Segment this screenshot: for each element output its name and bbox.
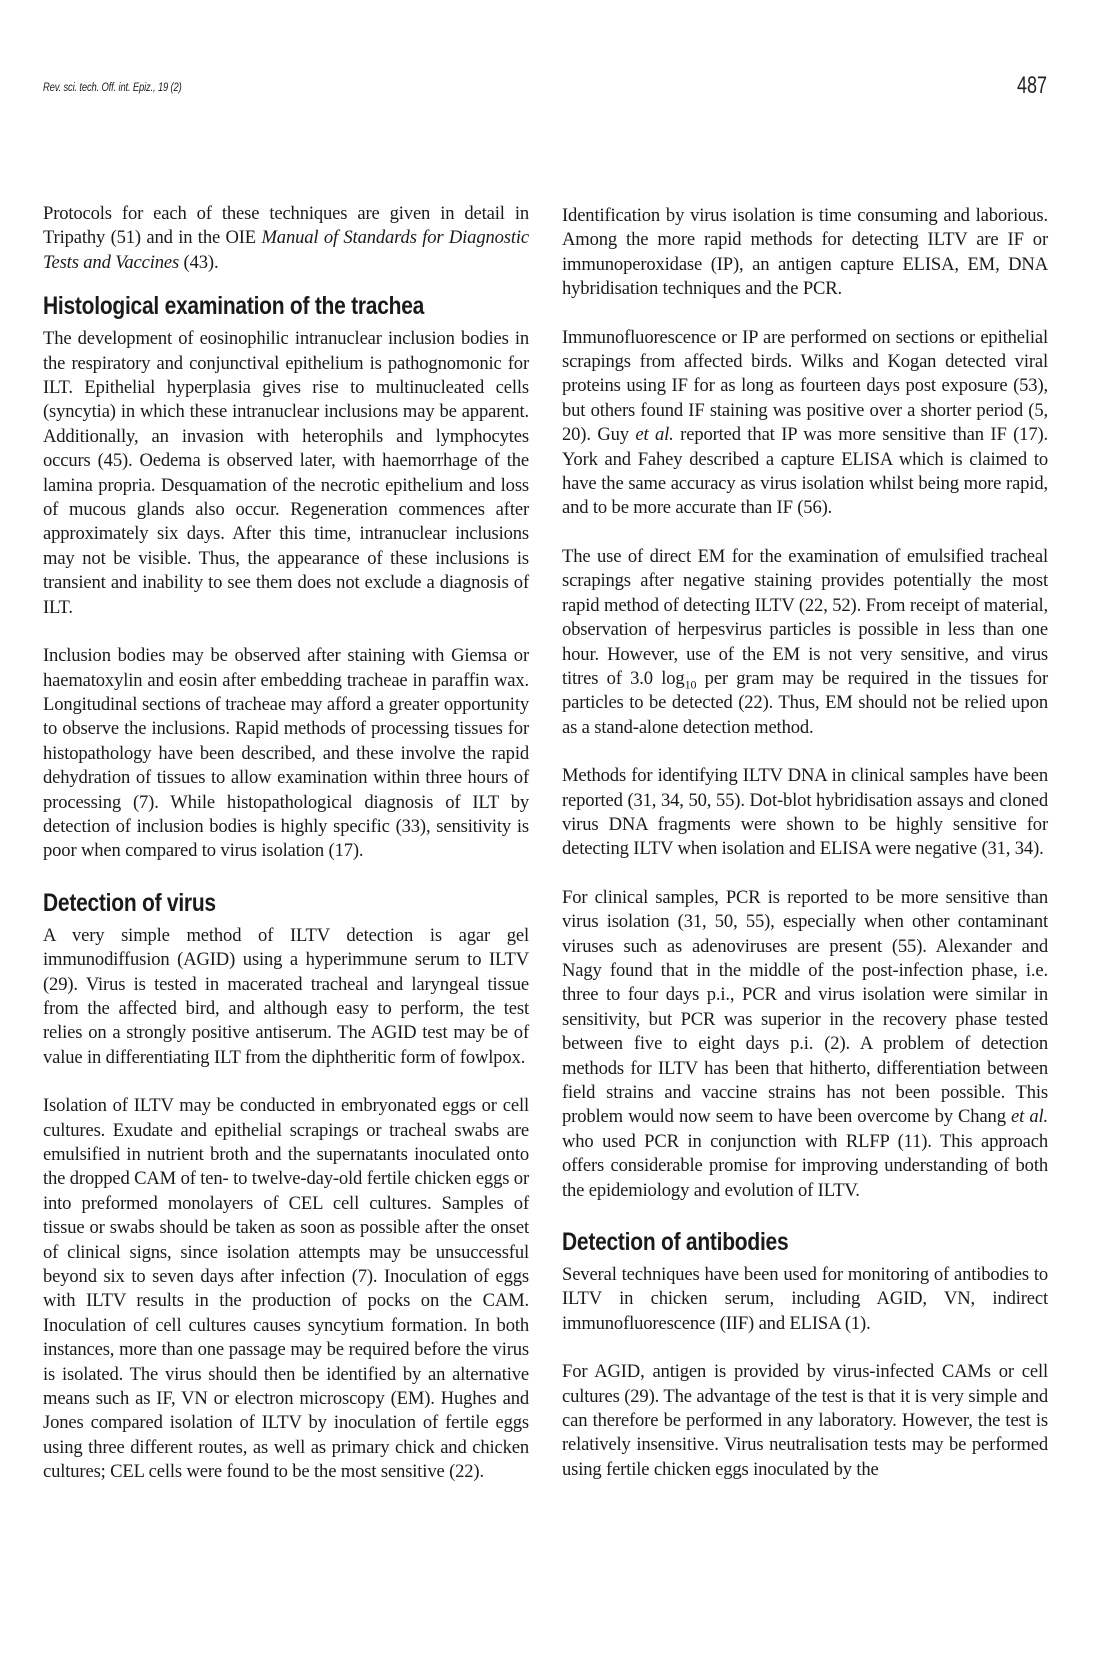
section-heading-virus: Detection of virus xyxy=(43,888,216,917)
running-head: Rev. sci. tech. Off. int. Epiz., 19 (2) xyxy=(43,82,182,94)
page-number: 487 xyxy=(1016,72,1047,99)
section-heading-antibodies: Detection of antibodies xyxy=(562,1228,789,1257)
section-heading-histology: Histological examination of the trachea xyxy=(43,292,425,321)
paragraph: The development of eosinophilic intranuclear inclusion bodies in the respiratory and conjunctival epithelium is pathognomonic for ILT. Epithelial hyperplasia gives rise to multinucleated cells (syncytia) in which these intranuclear inclusions may be apparent. Additionally, an invasion with heterophils and lymphocytes occurs (45). Oedema is observed later, with haemorrhage of the lamina propria. Desquamation of the necrotic epithelium and loss of mucous glands also occur. Regeneration commences after approximately six days. After this time, intranuclear inclusions may not be visible. Thus, the appearance of these inclusions is transient and inability to see them does not exclude a diagnosis of ILT. xyxy=(43,328,529,618)
paragraph: Inclusion bodies may be observed after staining with Giemsa or haematoxylin and eosin after embedding tracheae in paraffin wax. Longitudinal sections of tracheae may afford a greater opportunity to observe the inclusions. Rapid methods of processing tissues for histopathology have been described, and these involve the rapid dehydration of tissues to allow examination within three hours of processing (7). While histopathological diagnosis of ILT by detection of inclusion bodies is highly specific (33), sensitivity is poor when compared to virus isolation (17). xyxy=(43,645,529,862)
paragraph: A very simple method of ILTV detection is agar gel immunodiffusion (AGID) using a hyperimmune serum to ILTV (29). Virus is tested in macerated tracheal and laryngeal tissue from the affected bird, and although easy to perform, the test relies on a strongly positive antiserum. The AGID test may be of value in differentiating ILT from the diphtheritic form of fowlpox. xyxy=(43,924,529,1068)
intro-paragraph: Protocols for each of these techniques are given in detail in Tripathy (51) and in the OIE Manual of Standards for Diagnostic Tests and Vaccines (43). xyxy=(43,203,529,273)
paragraph: Methods for identifying ILTV DNA in clinical samples have been reported (31, 34, 50, 55). Dot-blot hybridisation assays and cloned virus DNA fragments were shown to be highly sensitive for detecting ILTV when isolation and ELISA were negative (31, 34). xyxy=(562,765,1048,860)
paragraph: Identification by virus isolation is time consuming and laborious. Among the more rapid methods for detecting ILTV are IF or immunoperoxidase (IP), an antigen capture ELISA, EM, DNA hybridisation techniques and the PCR. xyxy=(562,205,1048,300)
paragraph: For clinical samples, PCR is reported to be more sensitive than virus isolation (31, 50, 55), especially when other contaminant viruses such as adenoviruses are present (55). Alexander and Nagy found that in the middle of the post-infection phase, i.e. three to four days p.i., PCR and virus isolation were similar in sensitivity, but PCR was superior in the recovery phase tested between five to eight days p.i. (2). A problem of detection methods for ILTV has been that hitherto, differentiation between field strains and vaccine strains has not been possible. This problem would now seem to have been overcome by Chang et al. who used PCR in conjunction with RLFP (11). This approach offers considerable promise for improving understanding of both the epidemiology and evolution of ILTV. xyxy=(562,886,1048,1201)
paragraph: Isolation of ILTV may be conducted in embryonated eggs or cell cultures. Exudate and epithelial scrapings or tracheal swabs are emulsified in nutrient broth and the supernatants inoculated onto the dropped CAM of ten- to twelve-day-old fertile chicken eggs or into preformed monolayers of CEL cell cultures. Samples of tissue or swabs should be taken as soon as possible after the onset of clinical signs, since isolation attempts may be unsuccessful beyond six to seven days after infection (7). Inoculation of eggs with ILTV results in the production of pocks on the CAM. Inoculation of cell cultures causes syncytium formation. In both instances, more than one passage may be required before the virus is isolated. The virus should then be identified by an alternative means such as IF, VN or electron microscopy (EM). Hughes and Jones compared isolation of ILTV by inoculation of fertile eggs using three different routes, as well as primary chick and chicken cultures; CEL cells were found to be the most sensitive (22). xyxy=(43,1095,529,1483)
right-column xyxy=(562,204,1048,1482)
paragraph: For AGID, antigen is provided by virus-infected CAMs or cell cultures (29). The advantage of the test is that it is very simple and can therefore be performed in any laboratory. However, the test is relatively insensitive. Virus neutralisation tests may be performed using fertile chicken eggs inoculated by the xyxy=(562,1361,1048,1480)
manual-title: Manual of Standards for Diagnostic Tests and Vaccines xyxy=(43,227,529,273)
paragraph: Several techniques have been used for monitoring of antibodies to ILTV in chicken serum, including AGID, VN, indirect immunofluorescence (IIF) and ELISA (1). xyxy=(562,1264,1048,1334)
paragraph: The use of direct EM for the examination of emulsified tracheal scrapings after negative staining provides potentially the most rapid method of detecting ILTV (22, 52). From receipt of material, observation of herpesvirus particles is possible in less than one hour. However, use of the EM is not very sensitive, and virus titres of 3.0 $\log_{10}$ per gram may be required in the tissues for particles to be detected (22). Thus, EM should not be relied upon as a stand-alone detection method. xyxy=(562,545,1048,738)
paragraph: Immunofluorescence or IP are performed on sections or epithelial scrapings from affected birds. Wilks and Kogan detected viral proteins using IF for as long as fourteen days post exposure (53), but others found IF staining was positive over a shorter period (5, 20). Guy et al. reported that IP was more sensitive than IF (17). York and Fahey described a capture ELISA which is claimed to have the same accuracy as virus isolation whilst being more rapid, and to be more accurate than IF (56). xyxy=(562,326,1049,519)
left-column xyxy=(43,202,529,1485)
